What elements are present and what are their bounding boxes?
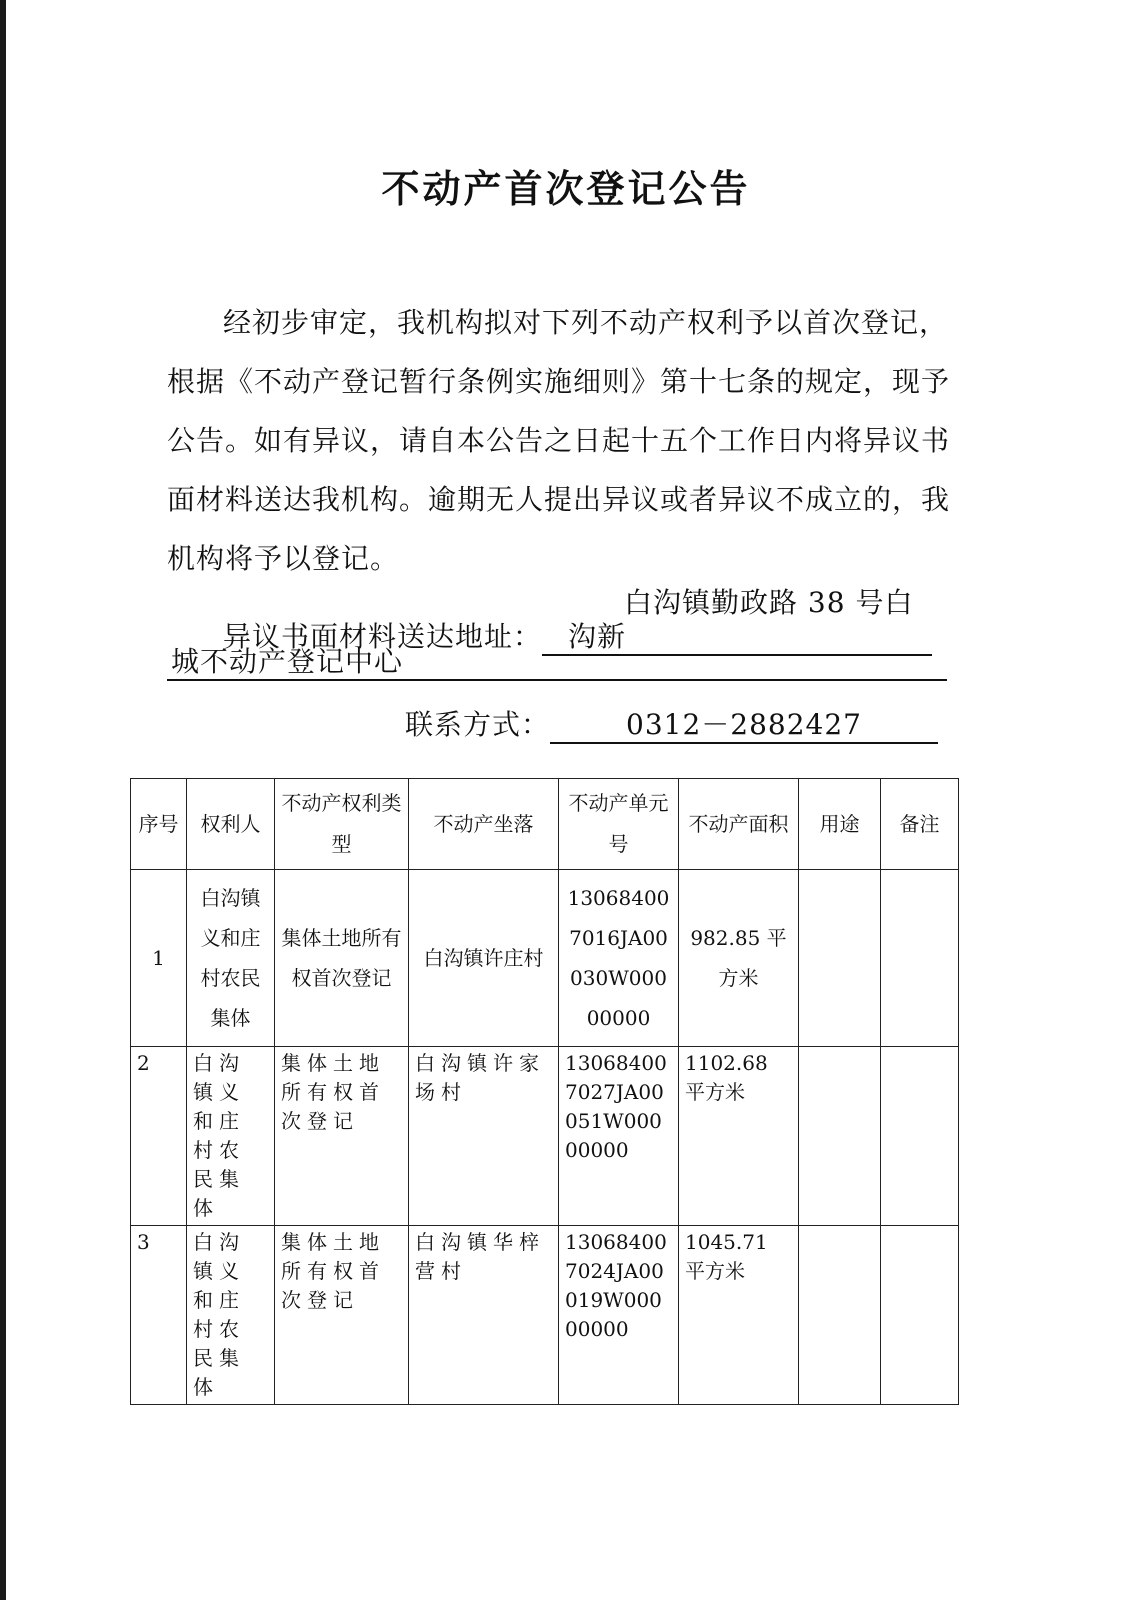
address-value-part1: 白沟镇勤政路 38 号白沟新 xyxy=(542,586,932,656)
table-row xyxy=(131,870,959,1047)
header-location: 不动产坐落 xyxy=(409,779,559,870)
cell-unit-no: 130684007024JA00019W00000000 xyxy=(559,1226,679,1405)
cell-location: 白沟镇华梓营村 xyxy=(409,1226,559,1405)
table-header-row xyxy=(131,779,959,870)
header-area: 不动产面积 xyxy=(679,779,799,870)
header-remarks: 备注 xyxy=(881,779,959,870)
header-seq: 序号 xyxy=(131,779,187,870)
cell-location: 白沟镇许家场村 xyxy=(409,1047,559,1226)
cell-owner: 白沟镇义和庄村农民集体 xyxy=(187,1226,275,1405)
notice-text: 经初步审定，我机构拟对下列不动产权利予以首次登记，根据《不动产登记暂行条例实施细则》第十七条的规定，现予公告。如有异议，请自本公告之日起十五个工作日内将异议书面材料送达我机构。逾期无人提出异议或者异议不成立的，我机构将予以登记。 xyxy=(167,306,951,575)
cell-location: 白沟镇许庄村 xyxy=(409,870,559,1047)
contact-line xyxy=(405,703,938,744)
cell-usage xyxy=(799,870,881,1047)
cell-area: 1102.68 平方米 xyxy=(679,1047,799,1226)
cell-usage xyxy=(799,1047,881,1226)
cell-remarks xyxy=(881,870,959,1047)
cell-area: 982.85 平方米 xyxy=(679,870,799,1047)
cell-unit-no: 130684007027JA00051W00000000 xyxy=(559,1047,679,1226)
header-owner: 权利人 xyxy=(187,779,275,870)
header-unit-no: 不动产单元号 xyxy=(559,779,679,870)
table-row xyxy=(131,1047,959,1226)
contact-label: 联系方式： xyxy=(405,708,551,741)
cell-unit-no: 130684007016JA00030W00000000 xyxy=(559,870,679,1047)
cell-seq: 1 xyxy=(131,870,187,1047)
notice-paragraph xyxy=(167,293,957,588)
cell-area: 1045.71 平方米 xyxy=(679,1226,799,1405)
cell-seq: 2 xyxy=(131,1047,187,1226)
cell-remarks xyxy=(881,1047,959,1226)
cell-right-type: 集体土地所有权首次登记 xyxy=(275,870,409,1047)
header-usage: 用途 xyxy=(799,779,881,870)
address-line-2 xyxy=(167,645,957,681)
address-value-part2: 城不动产登记中心 xyxy=(167,645,947,681)
cell-right-type: 集体土地所有权首次登记 xyxy=(275,1047,409,1226)
table-row xyxy=(131,1226,959,1405)
cell-right-type: 集体土地所有权首次登记 xyxy=(275,1226,409,1405)
address-label: 异议书面材料送达地址： xyxy=(223,620,543,653)
page-title: 不动产首次登记公告 xyxy=(381,167,751,211)
registration-table xyxy=(130,778,959,1405)
contact-phone: 0312－2882427 xyxy=(550,708,938,744)
cell-seq: 3 xyxy=(131,1226,187,1405)
cell-usage xyxy=(799,1226,881,1405)
scan-edge xyxy=(0,0,6,1600)
cell-owner: 白沟镇义和庄村农民集体 xyxy=(187,1047,275,1226)
cell-owner: 白沟镇义和庄村农民集体 xyxy=(187,870,275,1047)
cell-remarks xyxy=(881,1226,959,1405)
header-right-type: 不动产权利类型 xyxy=(275,779,409,870)
